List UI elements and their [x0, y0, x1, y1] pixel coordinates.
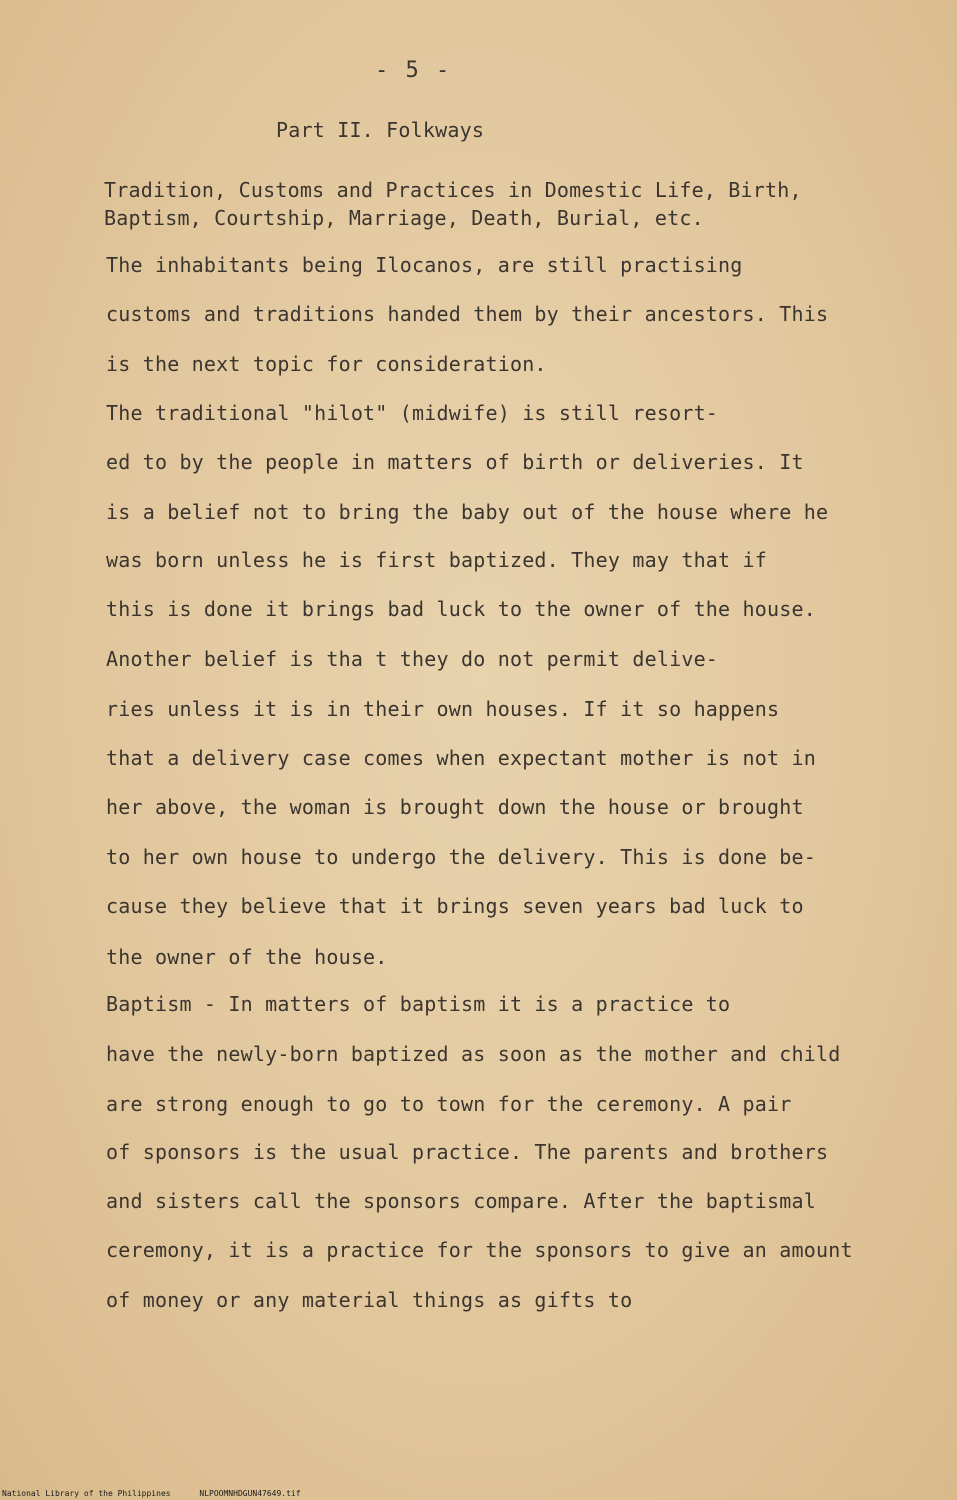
- body-line: have the newly-born baptized as soon as the mother and child: [106, 1042, 841, 1066]
- body-line: Baptism - In matters of baptism it is a practice to: [106, 992, 731, 1016]
- body-line: is the next topic for consideration.: [106, 352, 547, 376]
- section-heading: Part II. Folkways: [276, 118, 485, 142]
- body-line: ed to by the people in matters of birth or deliveries. It: [106, 450, 804, 474]
- body-line: cause they believe that it brings seven years bad luck to: [106, 894, 804, 918]
- body-line: customs and traditions handed them by their ancestors. This: [106, 302, 829, 326]
- body-line: The traditional "hilot" (midwife) is still resort-: [106, 401, 719, 425]
- subheading-line: Baptism, Courtship, Marriage, Death, Burial, etc.: [104, 206, 704, 230]
- body-line: her above, the woman is brought down the house or brought: [106, 795, 804, 819]
- scan-footer: [2, 1489, 325, 1498]
- body-line: the owner of the house.: [106, 945, 388, 969]
- footer-institution: National Library of the Philippines: [2, 1489, 171, 1498]
- body-line: ries unless it is in their own houses. If it so happens: [106, 697, 780, 721]
- body-line: this is done it brings bad luck to the owner of the house.: [106, 597, 816, 621]
- page-number: - 5 -: [375, 58, 452, 83]
- body-line: was born unless he is first baptized. They may that if: [106, 548, 768, 572]
- body-line: to her own house to undergo the delivery. This is done be-: [106, 845, 816, 869]
- body-line: that a delivery case comes when expectant mother is not in: [106, 746, 816, 770]
- body-line: The inhabitants being Ilocanos, are still practising: [106, 253, 743, 277]
- body-line: Another belief is tha t they do not permit delive-: [106, 647, 719, 671]
- body-line: are strong enough to go to town for the ceremony. A pair: [106, 1092, 792, 1116]
- body-line: of sponsors is the usual practice. The parents and brothers: [106, 1140, 829, 1164]
- footer-filename: NLPOOMNHDGUN47649.tif: [199, 1489, 301, 1498]
- body-line: of money or any material things as gifts to: [106, 1288, 633, 1312]
- body-line: is a belief not to bring the baby out of the house where he: [106, 500, 829, 524]
- body-line: ceremony, it is a practice for the sponsors to give an amount: [106, 1238, 853, 1262]
- body-line: and sisters call the sponsors compare. After the baptismal: [106, 1189, 816, 1213]
- subheading-line: Tradition, Customs and Practices in Domestic Life, Birth,: [104, 178, 802, 202]
